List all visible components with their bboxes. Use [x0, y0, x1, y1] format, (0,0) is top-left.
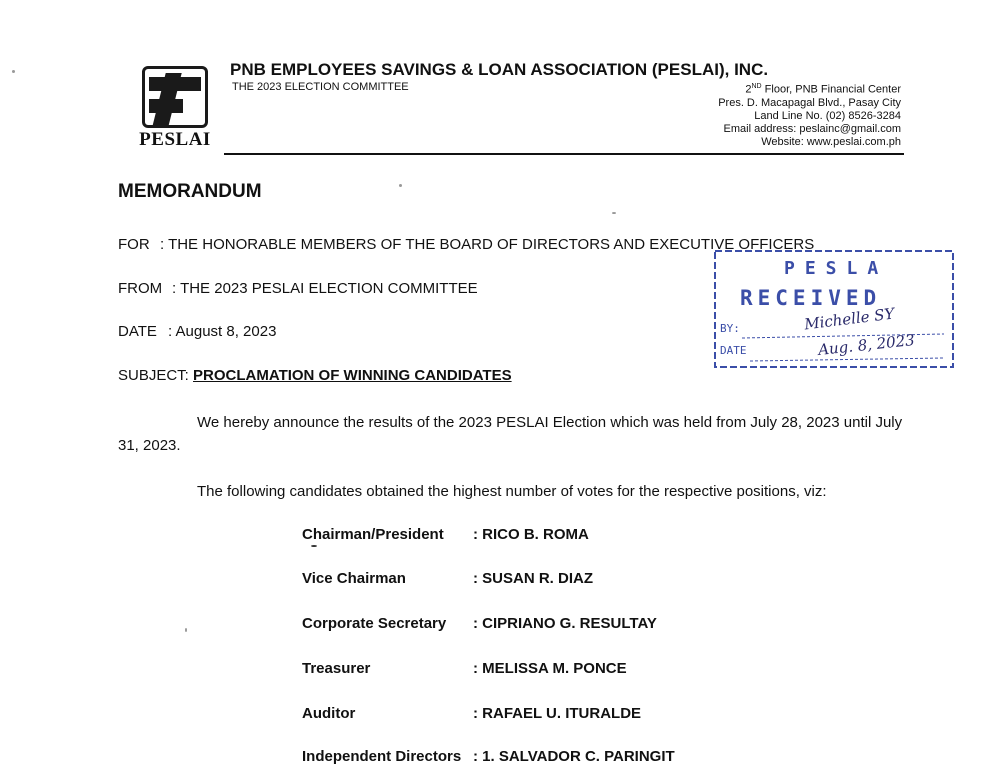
- address-street: Pres. D. Macapagal Blvd., Pasay City: [718, 96, 901, 109]
- from-label: FROM: [118, 280, 163, 297]
- date-value: : August 8, 2023: [168, 323, 277, 340]
- stamp-signature: Michelle SY: [803, 304, 896, 334]
- scan-speck: [612, 212, 616, 214]
- candidate-position: Treasurer: [302, 660, 371, 677]
- stamp-org: PESLA: [784, 258, 889, 279]
- candidate-name: : CIPRIANO G. RESULTAY: [473, 615, 657, 632]
- scan-speck: [399, 184, 402, 187]
- candidate-name: : MELISSA M. PONCE: [473, 660, 627, 677]
- memo-date-row: [118, 323, 276, 340]
- stamp-by-label: BY:: [720, 322, 740, 335]
- address-website: Website: www.peslai.com.ph: [761, 135, 901, 148]
- announcement-paragraph: We hereby announce the results of the 2023 PESLAI Election which was held from July 28, 2023 until July 31, 2023.: [118, 414, 903, 454]
- stamp-received: RECEIVED: [740, 286, 882, 310]
- from-value: : THE 2023 PESLAI ELECTION COMMITTEE: [172, 280, 478, 297]
- memo-for-row: [118, 236, 814, 253]
- peslai-logo: [142, 66, 208, 128]
- address-floor: 2ND Floor, PNB Financial Center: [745, 83, 901, 96]
- subject-label: SUBJECT:: [118, 367, 194, 384]
- candidate-position: Auditor: [302, 705, 356, 722]
- memo-title: MEMORANDUM: [118, 181, 262, 202]
- scan-speck: [311, 545, 317, 547]
- candidate-position: Independent Directors: [302, 748, 462, 765]
- candidate-position: Corporate Secretary: [302, 615, 447, 632]
- candidate-name: : RAFAEL U. ITURALDE: [473, 705, 642, 722]
- organization-name: PNB EMPLOYEES SAVINGS & LOAN ASSOCIATION (PESLAI), INC.: [230, 60, 769, 79]
- candidate-position: Chairman/President: [302, 526, 444, 543]
- stamp-handwritten-date: Aug. 8, 2023: [817, 330, 916, 360]
- address-block: [718, 80, 901, 149]
- address-email: Email address: peslainc@gmail.com: [723, 122, 901, 135]
- candidate-name: : SUSAN R. DIAZ: [473, 570, 593, 587]
- scan-speck: [185, 628, 187, 632]
- scan-speck: [12, 70, 15, 73]
- for-label: FOR: [118, 236, 150, 253]
- address-landline: Land Line No. (02) 8526-3284: [754, 109, 901, 122]
- logo-text: PESLAI: [139, 129, 211, 150]
- memo-from-row: [118, 280, 478, 297]
- committee-name: THE 2023 ELECTION COMMITTEE: [232, 81, 409, 93]
- date-label: DATE: [118, 323, 157, 340]
- memo-subject-row: [118, 367, 512, 384]
- candidates-intro-paragraph: The following candidates obtained the highest number of votes for the respective positions, viz:: [197, 483, 827, 500]
- candidate-name: : RICO B. ROMA: [473, 526, 589, 543]
- candidate-position: Vice Chairman: [302, 570, 406, 587]
- letterhead-divider: [224, 153, 904, 155]
- stamp-date-label: DATE: [720, 344, 747, 357]
- for-value: : THE HONORABLE MEMBERS OF THE BOARD OF DIRECTORS AND EXECUTIVE OFFICERS: [160, 236, 815, 253]
- candidate-name: : 1. SALVADOR C. PARINGIT: [473, 748, 675, 765]
- received-stamp: [712, 248, 957, 372]
- subject-value: PROCLAMATION OF WINNING CANDIDATES: [193, 367, 512, 384]
